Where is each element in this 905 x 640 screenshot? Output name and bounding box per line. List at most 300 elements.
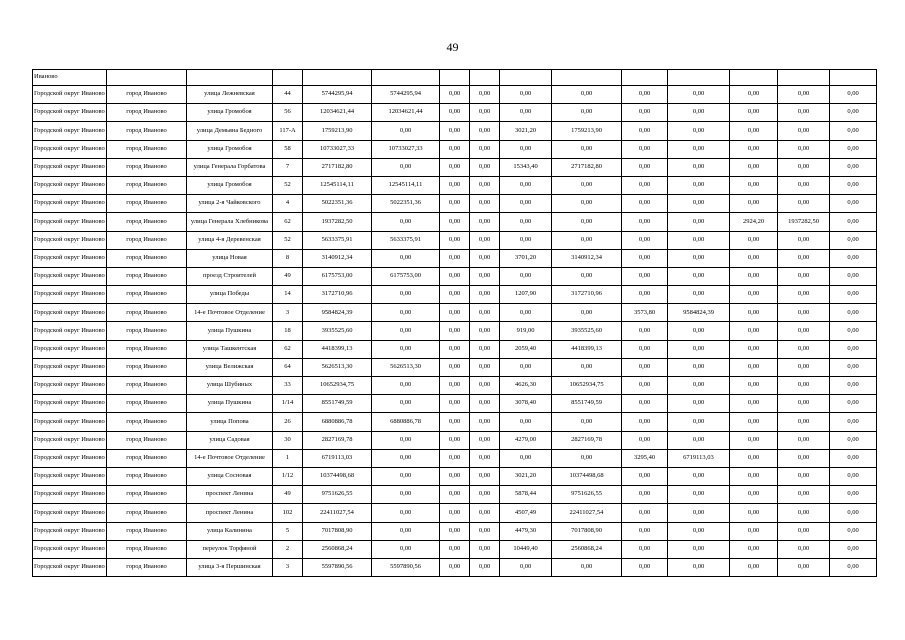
cell-street: улица Громобоя [187,140,273,158]
cell-house-number: 18 [273,322,303,340]
table-row [33,304,877,322]
cell-col-9: 919,00 [500,322,552,340]
cell-col-13: 0,00 [730,267,778,285]
cell-col-14: 0,00 [778,377,830,395]
cell-col-9: 0,00 [500,195,552,213]
table-row [33,540,877,558]
cell-col-12: 0,00 [668,413,730,431]
cell-col-8: 0,00 [470,504,500,522]
cell-settlement: город Иваново [107,213,187,231]
cell-settlement: город Иваново [107,249,187,267]
cell-col-15: 0,00 [830,322,877,340]
cell-house-number: 4 [273,195,303,213]
cell-col-14: 0,00 [778,504,830,522]
cell-col-13: 0,00 [730,86,778,104]
cell-col-8: 0,00 [470,467,500,485]
cell-municipality: Городской округ Иваново [33,504,107,522]
cell-house-number: 52 [273,176,303,194]
cell-municipality: Городской округ Иваново [33,104,107,122]
cell-col-13: 0,00 [730,286,778,304]
cell-col-6: 0,00 [372,249,440,267]
cell-col-10: 0,00 [552,104,622,122]
cell-col-11: 0,00 [622,267,668,285]
cell-col-12: 0,00 [668,467,730,485]
cell-col-9: 0,00 [500,267,552,285]
table-row [33,431,877,449]
cell-col-9: 0,00 [500,449,552,467]
page-number: 49 [446,40,459,54]
table-row [33,104,877,122]
cell-col-8: 0,00 [470,122,500,140]
cell-col-12: 9584824,39 [668,304,730,322]
cell-col-6: 0,00 [372,377,440,395]
cell-col-6: 0,00 [372,158,440,176]
cell-col-11: 0,00 [622,195,668,213]
cell-col-11: 0,00 [622,176,668,194]
cell-total-cost: 12545114,11 [303,176,372,194]
cell-col-9: 4626,30 [500,377,552,395]
cell-col-12: 0,00 [668,377,730,395]
cell-col-10: 7017808,90 [552,522,622,540]
table-row [33,213,877,231]
cell-col-8: 0,00 [470,431,500,449]
cell-col-15: 0,00 [830,176,877,194]
cell-col-6: 12545114,11 [372,176,440,194]
cell-col-15: 0,00 [830,395,877,413]
cell-col-12: 0,00 [668,104,730,122]
table-row [33,140,877,158]
cell-col-9: 0,00 [500,558,552,576]
cell-house-number: 14 [273,286,303,304]
cell-col-12: 0,00 [668,431,730,449]
cell-house-number: 64 [273,358,303,376]
cell-total-cost: 10374498,68 [303,467,372,485]
cell-col-13: 2924,20 [730,213,778,231]
cell-settlement: город Иваново [107,431,187,449]
cell-col-8: 0,00 [470,286,500,304]
cell-col-10: 3172710,96 [552,286,622,304]
cell-col-15: 0,00 [830,449,877,467]
cell-total-cost: 6719113,03 [303,449,372,467]
cell-house-number: 30 [273,431,303,449]
cell-house-number: 2 [273,540,303,558]
cell-col-12: 0,00 [668,231,730,249]
cell-municipality: Городской округ Иваново [33,377,107,395]
cell-col-10: 0,00 [552,231,622,249]
cell-total-cost: 5744295,94 [303,86,372,104]
cell-col-14: 0,00 [778,322,830,340]
cell-settlement: город Иваново [107,176,187,194]
cell-col-14: 0,00 [778,195,830,213]
cell-col-9: 0,00 [500,213,552,231]
cell-col-6: 0,00 [372,540,440,558]
cell-col-7: 0,00 [440,377,470,395]
cell-col-12: 0,00 [668,322,730,340]
cell-street: улица Демьяна Бедного [187,122,273,140]
cell-street: улица Лежневская [187,86,273,104]
cell-col-10: 0,00 [552,267,622,285]
cell-col-8: 0,00 [470,195,500,213]
cell-col-14: 0,00 [778,467,830,485]
cell-house-number: 102 [273,504,303,522]
cell-col-14: 0,00 [778,104,830,122]
cell-house-number: 8 [273,249,303,267]
cell-col-13: 0,00 [730,558,778,576]
cell-col-6: 0,00 [372,449,440,467]
cell-street: улица Попова [187,413,273,431]
cell-col-10: 0,00 [552,213,622,231]
cell-col-15: 0,00 [830,377,877,395]
cell-street: улица 3-я Першинская [187,558,273,576]
table-row [33,486,877,504]
cell-col-11: 0,00 [622,340,668,358]
cell-col-10: 1759213,90 [552,122,622,140]
cell-house-number: 44 [273,86,303,104]
cell-total-cost: 3140912,34 [303,249,372,267]
cell-col-14: 0,00 [778,286,830,304]
table-row [33,231,877,249]
cell-col-11: 0,00 [622,86,668,104]
cell-total-cost: 2717182,80 [303,158,372,176]
cell-col-14: 0,00 [778,522,830,540]
cell-total-cost: 6880886,78 [303,413,372,431]
cell-col-11: 0,00 [622,395,668,413]
cell-municipality: Городской округ Иваново [33,395,107,413]
cell-col-7: 0,00 [440,267,470,285]
cell-col-8: 0,00 [470,213,500,231]
cell-col-14: 0,00 [778,231,830,249]
cell-col-6: 6880886,78 [372,413,440,431]
cell-col-13: 0,00 [730,104,778,122]
cell-col-10: 3935525,60 [552,322,622,340]
cell-street: улица Пушкина [187,322,273,340]
cell-house-number: 62 [273,213,303,231]
cell-col-14: 1937282,50 [778,213,830,231]
cell-col-6: 5022351,36 [372,195,440,213]
cell-street: улица Садовая [187,431,273,449]
cell-total-cost: 2827169,78 [303,431,372,449]
cell-col-13: 0,00 [730,340,778,358]
cell-settlement: город Иваново [107,195,187,213]
cell-settlement: город Иваново [107,467,187,485]
cell-col-13: 0,00 [730,540,778,558]
cell-settlement: город Иваново [107,486,187,504]
cell-col-6: 0,00 [372,431,440,449]
cell-col-14: 0,00 [778,158,830,176]
cell-col-15: 0,00 [830,213,877,231]
cell-col-10: 9751626,55 [552,486,622,504]
cell-col-6: 0,00 [372,304,440,322]
cell-col-8: 0,00 [470,358,500,376]
cell-col-13: 0,00 [730,395,778,413]
cell-street: улица Громобоя [187,104,273,122]
cell-street: переулок Торфяной [187,540,273,558]
cell-house-number: 56 [273,104,303,122]
cell-col-10: 10374498,68 [552,467,622,485]
cell-col-7: 0,00 [440,104,470,122]
cell-col-7: 0,00 [440,522,470,540]
cell-settlement: город Иваново [107,286,187,304]
cell-house-number: 1/12 [273,467,303,485]
cell-col-10: 3140912,34 [552,249,622,267]
cell-col-14: 0,00 [778,86,830,104]
cell-col-15: 0,00 [830,358,877,376]
cell-settlement: город Иваново [107,267,187,285]
cell-municipality: Городской округ Иваново [33,467,107,485]
cell-col-6: 5597890,56 [372,558,440,576]
cell-col-8: 0,00 [470,558,500,576]
table-row [33,267,877,285]
cell-municipality: Городской округ Иваново [33,304,107,322]
cell-col-13: 0,00 [730,140,778,158]
cell-total-cost: 9584824,39 [303,304,372,322]
cell-street: улица 2-я Чайковского [187,195,273,213]
cell-col-11: 0,00 [622,504,668,522]
cell-col-13: 0,00 [730,449,778,467]
cell-house-number: 58 [273,140,303,158]
cell-municipality: Городской округ Иваново [33,449,107,467]
cell-total-cost: 5597890,56 [303,558,372,576]
cell-street: улица Генерала Горбатова [187,158,273,176]
table-row [33,467,877,485]
cell-col-7: 0,00 [440,504,470,522]
cell-street: улица Ташкентская [187,340,273,358]
cell-municipality: Городской округ Иваново [33,358,107,376]
cell-col-12: 0,00 [668,176,730,194]
cell-col-7: 0,00 [440,195,470,213]
table-row [33,449,877,467]
cell-municipality: Городской округ Иваново [33,267,107,285]
table-row-continuation [33,70,877,86]
cell-col-13: 0,00 [730,358,778,376]
cell-settlement: город Иваново [107,504,187,522]
table-row [33,158,877,176]
cell-col-12: 0,00 [668,522,730,540]
cell-col-14: 0,00 [778,449,830,467]
cell-col-12: 0,00 [668,395,730,413]
cell-col-12: 0,00 [668,140,730,158]
cell-col-12: 0,00 [668,122,730,140]
cell-col-15: 0,00 [830,158,877,176]
cell-col-9: 0,00 [500,358,552,376]
table-row [33,249,877,267]
cell-col-15: 0,00 [830,340,877,358]
cell-col-9: 5878,44 [500,486,552,504]
cell-col-12: 0,00 [668,486,730,504]
cell-house-number: 62 [273,340,303,358]
cell-col-13: 0,00 [730,377,778,395]
cell-col-9: 0,00 [500,140,552,158]
cell-total-cost: 10652934,75 [303,377,372,395]
cell-col-8: 0,00 [470,86,500,104]
table-row [33,122,877,140]
cell-col-6: 5633375,91 [372,231,440,249]
cell-col-15: 0,00 [830,140,877,158]
cell-col-7: 0,00 [440,231,470,249]
cell-col-15: 0,00 [830,504,877,522]
cell-total-cost: 6175753,00 [303,267,372,285]
cell-street: 14-е Почтовое Отделение [187,304,273,322]
cell-municipality: Городской округ Иваново [33,522,107,540]
cell-col-15: 0,00 [830,195,877,213]
cell-col-10: 0,00 [552,86,622,104]
cell-col-10: 0,00 [552,558,622,576]
cell-col-11: 0,00 [622,377,668,395]
cell-municipality: Иваново [33,70,107,86]
cell-col-10: 2717182,80 [552,158,622,176]
cell-settlement: город Иваново [107,122,187,140]
cell-col-15: 0,00 [830,86,877,104]
cell-col-14: 0,00 [778,395,830,413]
table-row [33,522,877,540]
cell-col-13: 0,00 [730,249,778,267]
cell-col-11: 0,00 [622,540,668,558]
cell-col-10: 0,00 [552,449,622,467]
cell-total-cost: 4418399,13 [303,340,372,358]
cell-col-15: 0,00 [830,558,877,576]
cell-total-cost: 12034621,44 [303,104,372,122]
cell-col-7: 0,00 [440,322,470,340]
cell-col-12: 6719113,03 [668,449,730,467]
cell-total-cost: 5022351,36 [303,195,372,213]
cell-col-11: 0,00 [622,122,668,140]
cell-col-15: 0,00 [830,249,877,267]
cell-settlement: город Иваново [107,231,187,249]
table-row [33,86,877,104]
cell-house-number: 1 [273,449,303,467]
cell-col-11: 0,00 [622,231,668,249]
table-row [33,504,877,522]
cell-municipality: Городской округ Иваново [33,213,107,231]
cell-total-cost: 1937282,50 [303,213,372,231]
cell-col-15: 0,00 [830,122,877,140]
cell-house-number: 49 [273,267,303,285]
cell-col-9: 4479,30 [500,522,552,540]
cell-col-9: 3021,20 [500,467,552,485]
housing-registry-table [32,69,877,577]
cell-municipality: Городской округ Иваново [33,340,107,358]
cell-col-11: 0,00 [622,322,668,340]
cell-col-6: 0,00 [372,522,440,540]
table-body [33,70,877,577]
cell-col-8: 0,00 [470,377,500,395]
cell-col-10: 0,00 [552,358,622,376]
cell-house-number: 1/14 [273,395,303,413]
cell-col-10: 0,00 [552,176,622,194]
cell-street: улица Новая [187,249,273,267]
cell-settlement: город Иваново [107,558,187,576]
cell-col-13: 0,00 [730,322,778,340]
cell-street: 14-е Почтовое Отделение [187,449,273,467]
cell-col-7: 0,00 [440,176,470,194]
cell-municipality: Городской округ Иваново [33,195,107,213]
cell-house-number: 3 [273,558,303,576]
cell-col-14: 0,00 [778,413,830,431]
cell-col-8: 0,00 [470,540,500,558]
cell-settlement: город Иваново [107,304,187,322]
cell-total-cost: 9751626,55 [303,486,372,504]
cell-municipality: Городской округ Иваново [33,86,107,104]
cell-settlement: город Иваново [107,158,187,176]
cell-settlement: город Иваново [107,340,187,358]
cell-total-cost: 5633375,91 [303,231,372,249]
table-row [33,286,877,304]
cell-col-13: 0,00 [730,158,778,176]
cell-settlement: город Иваново [107,322,187,340]
cell-total-cost: 3172710,96 [303,286,372,304]
cell-col-8: 0,00 [470,104,500,122]
cell-col-9: 0,00 [500,304,552,322]
cell-col-14: 0,00 [778,122,830,140]
cell-col-15: 0,00 [830,104,877,122]
cell-col-7: 0,00 [440,86,470,104]
cell-street: улица Победы [187,286,273,304]
cell-settlement: город Иваново [107,86,187,104]
cell-col-12: 0,00 [668,540,730,558]
cell-col-8: 0,00 [470,176,500,194]
cell-municipality: Городской округ Иваново [33,431,107,449]
cell-col-10: 2827169,78 [552,431,622,449]
cell-total-cost: 10733027,33 [303,140,372,158]
cell-col-8: 0,00 [470,486,500,504]
cell-settlement: город Иваново [107,358,187,376]
cell-col-14: 0,00 [778,304,830,322]
cell-col-15: 0,00 [830,467,877,485]
cell-col-12: 0,00 [668,249,730,267]
cell-col-14: 0,00 [778,558,830,576]
cell-municipality: Городской округ Иваново [33,322,107,340]
cell-col-8: 0,00 [470,449,500,467]
cell-house-number: 3 [273,304,303,322]
cell-col-6: 5626513,30 [372,358,440,376]
cell-municipality: Городской округ Иваново [33,413,107,431]
cell-street: улица Пушкина [187,395,273,413]
cell-col-11: 0,00 [622,467,668,485]
cell-house-number: 33 [273,377,303,395]
cell-col-13: 0,00 [730,195,778,213]
cell-house-number: 26 [273,413,303,431]
cell-col-10: 0,00 [552,140,622,158]
cell-col-6: 0,00 [372,467,440,485]
cell-col-11: 0,00 [622,486,668,504]
cell-street: улица Сосновая [187,467,273,485]
table-row [33,195,877,213]
cell-municipality: Городской округ Иваново [33,176,107,194]
cell-total-cost: 7017808,90 [303,522,372,540]
cell-col-13: 0,00 [730,504,778,522]
cell-municipality: Городской округ Иваново [33,486,107,504]
cell-col-6: 0,00 [372,322,440,340]
cell-total-cost: 5626513,30 [303,358,372,376]
cell-col-10: 8551749,59 [552,395,622,413]
cell-settlement: город Иваново [107,104,187,122]
cell-street: улица Громобоя [187,176,273,194]
cell-col-7: 0,00 [440,413,470,431]
cell-col-7: 0,00 [440,286,470,304]
cell-col-11: 0,00 [622,158,668,176]
cell-col-11: 0,00 [622,213,668,231]
cell-col-8: 0,00 [470,158,500,176]
cell-col-9: 4279,00 [500,431,552,449]
cell-col-9: 15343,40 [500,158,552,176]
cell-col-14: 0,00 [778,486,830,504]
cell-street: проспект Ленина [187,504,273,522]
cell-col-10: 0,00 [552,413,622,431]
cell-settlement: город Иваново [107,413,187,431]
cell-street: улица 4-я Деревенская [187,231,273,249]
cell-col-15: 0,00 [830,522,877,540]
cell-col-12: 0,00 [668,267,730,285]
